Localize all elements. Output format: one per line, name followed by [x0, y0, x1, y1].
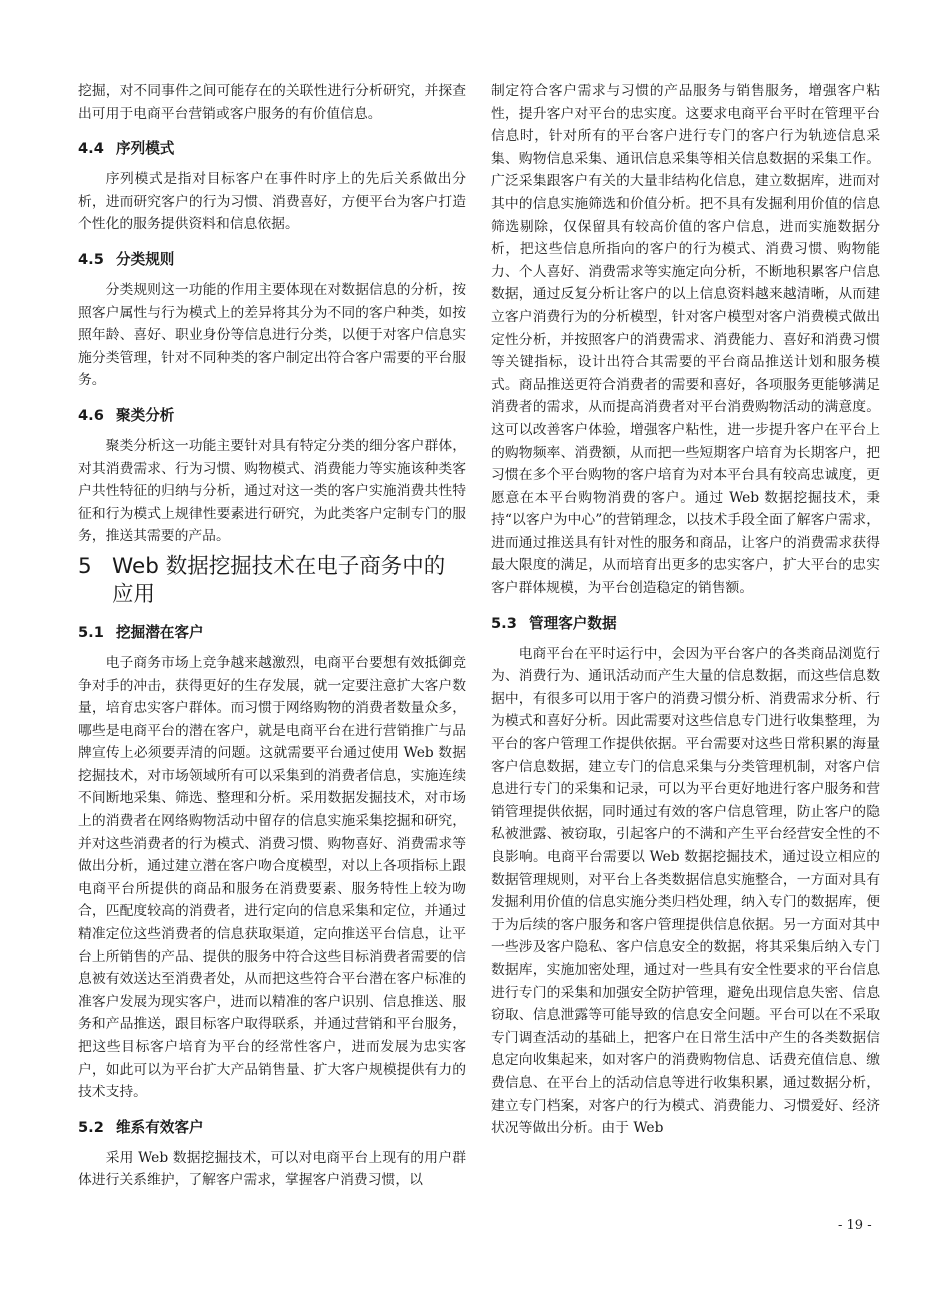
section-4-6-heading: 4.6 聚类分析 [78, 406, 175, 424]
section-4-5-heading: 4.5 分类规则 [78, 250, 175, 268]
section-5-2-paragraph: 采用 Web 数据挖掘技术，可以对电商平台上现有的用户群体进行关系维护，了解客户需求，掌握客户消费习惯，以 [78, 1149, 466, 1189]
section-5-3-paragraph: 电商平台在平时运行中，会因为平台客户的各类商品浏览行为、消费行为、通讯活动而产生大量的信息数据，而这些信息数据中，有很多可以用于客户的消费习惯分析、消费需求分析、行为模式和喜好分析。因此需要对这些信息专门进行收集整理，为平台的客户管理工作提供依据。平台需要对这些日常积累的海量客户信息数据，建立专门的信息采集与分类管理机制，对客户信息进行专门的采集和记录，可以为平台更好地进行客户服务和营销管理提供依据，同时通过有效的客户信息管理，防止客户的隐私被泄露、被窃取，引起客户的不满和产生平台经营安全性的不良影响。电商平台需要以 Web 数据挖掘技术，通过设立相应的数据管理规则，对平台上各类数据信息实施整合，一方面对具有发掘利用价值的信息实施分类归档处理，纳入专门的数据库，便于为后续的客户服务和客户管理提供信息依据。另一方面对其中一些涉及客户隐私、客户信息安全的数据，将其采集后纳入专门数据库，实施加密处理，通过对一些具有安全性要求的平台信息进行专门的采集和加强安全防护管理，避免出现信息失密、信息窃取、信息泄露等可能导致的信息安全问题。平台可以在不采取专门调查活动的基础上，把客户在日常生活中产生的各类数据信息定向收集起来，如对客户的消费购物信息、话费充值信息、缴费信息、在平台上的活动信息等进行收集积累，通过数据分析，建立专门档案，对客户的行为模式、消费能力、习惯爱好、经济状况等做出分析。由于 Web [491, 645, 880, 1137]
section-4-5-paragraph: 分类规则这一功能的作用主要体现在对数据信息的分析，按照客户属性与行为模式上的差异将其分为不同的客户种类，如按照年龄、喜好、职业身份等信息进行分类，以便于对客户信息实施分类管理，针对不同种类的客户制定出符合客户需要的平台服务。 [78, 281, 466, 389]
section-5-1-heading: 5.1 挖掘潜在客户 [78, 623, 204, 641]
section-4-4-heading: 4.4 序列模式 [78, 140, 175, 158]
section-5-1-paragraph: 电子商务市场上竞争越来越激烈，电商平台要想有效抵御竞争对手的冲击，获得更好的生存发展，就一定要注意扩大客户数量，培育忠实客户群体。而习惯于网络购物的消费者数量众多，哪些是电商平台的潜在客户，就是电商平台在进行营销推广与品牌宣传上必须要弄清的问题。这就需要平台通过使用 Web 数据挖掘技术，对市场领域所有可以采集到的消费者信息，实施连续不间断地采集、筛选、整理和分析。采用数据发掘技术，对市场上的消费者在网络购物活动中留存的信息实施采集挖掘和研究，并对这些消费者的行为模式、消费习惯、购物喜好、消费需求等做出分析，通过建立潜在客户吻合度模型，对以上各项指标上跟电商平台所提供的商品和服务在消费要素、服务特性上较为吻合，匹配度较高的消费者，进行定向的信息采集和定位，并通过精准定位这些消费者的信息获取渠道，定向推送平台信息，让平台上所销售的产品、提供的服务中符合这些目标消费者需要的信息被有效送达至消费者处，从而把这些符合平台潜在客户标准的准客户发展为现实客户，进而以精准的客户识别、信息推送、服务和产品推送，跟目标客户取得联系，并通过营销和平台服务，把这些目标客户培育为平台的经常性客户，进而发展为忠实客户，如此可以为平台扩大产品销售量、扩大客户规模提供有力的技术支持。 [78, 654, 466, 1101]
intro-paragraph: 挖掘，对不同事件之间可能存在的关联性进行分析研究，并探查出可用于电商平台营销或客户服务的有价值信息。 [78, 83, 466, 122]
left-column [78, 80, 466, 1192]
section-4-4-paragraph: 序列模式是指对目标客户在事件时序上的先后关系做出分析，进而研究客户的行为习惯、消费喜好，方便平台为客户打造个性化的服务提供资料和信息依据。 [78, 171, 466, 233]
page-number: - 19 - [838, 1218, 872, 1233]
right-column [491, 80, 880, 1140]
section-5-2-heading: 5.2 维系有效客户 [78, 1118, 204, 1136]
section-5-heading: 5 Web 数据挖掘技术在电子商务中的应用 [78, 553, 446, 607]
section-5-3-heading: 5.3 管理客户数据 [491, 614, 617, 632]
section-5-2-continued-paragraph: 制定符合客户需求与习惯的产品服务与销售服务，增强客户粘性，提升客户对平台的忠实度。这要求电商平台平时在管理平台信息时，针对所有的平台客户进行专门的客户行为轨迹信息采集、购物信息采集、通讯信息采集等相关信息数据的采集工作。广泛采集跟客户有关的大量非结构化信息，建立数据库，进而对其中的信息实施筛选和价值分析。把不具有发掘利用价值的信息筛选剔除，仅保留具有较高价值的客户信息，进而实施数据分析，把这些信息所指向的客户的行为模式、消费习惯、购物能力、个人喜好、消费需求等实施定向分析，不断地积累客户信息数据，通过反复分析让客户的以上信息资料越来越清晰，从而建立客户消费行为的分析模型，针对客户模型对客户消费模式做出定性分析，并按照客户的消费需求、消费能力、喜好和消费习惯等关键指标，设计出符合其需要的平台商品推送计划和服务模式。商品推送更符合消费者的需要和喜好，各项服务更能够满足消费者的需求，从而提高消费者对平台消费购物活动的满意度。这可以改善客户体验，增强客户粘性，进一步提升客户在平台上的购物频率、消费额，从而把一些短期客户培育为长期客户，把习惯在多个平台购物的客户培育为对本平台具有较高忠诚度，更愿意在本平台购物消费的客户。通过 Web 数据挖掘技术，秉持“以客户为中心”的营销理念，以技术手段全面了解客户需求，进而通过推送具有针对性的服务和商品，让客户的消费需求获得最大限度的满足，从而培育出更多的忠实客户，扩大平台的忠实客户群体规模，为平台创造稳定的销售额。 [491, 83, 880, 597]
section-4-6-paragraph: 聚类分析这一功能主要针对具有特定分类的细分客户群体，对其消费需求、行为习惯、购物模式、消费能力等实施该种类客户共性特征的归纳与分析，通过对这一类的客户实施消费共性特征和行为模式上规律性要素进行研究，为此类客户定制专门的服务，推送其需要的产品。 [78, 437, 466, 545]
